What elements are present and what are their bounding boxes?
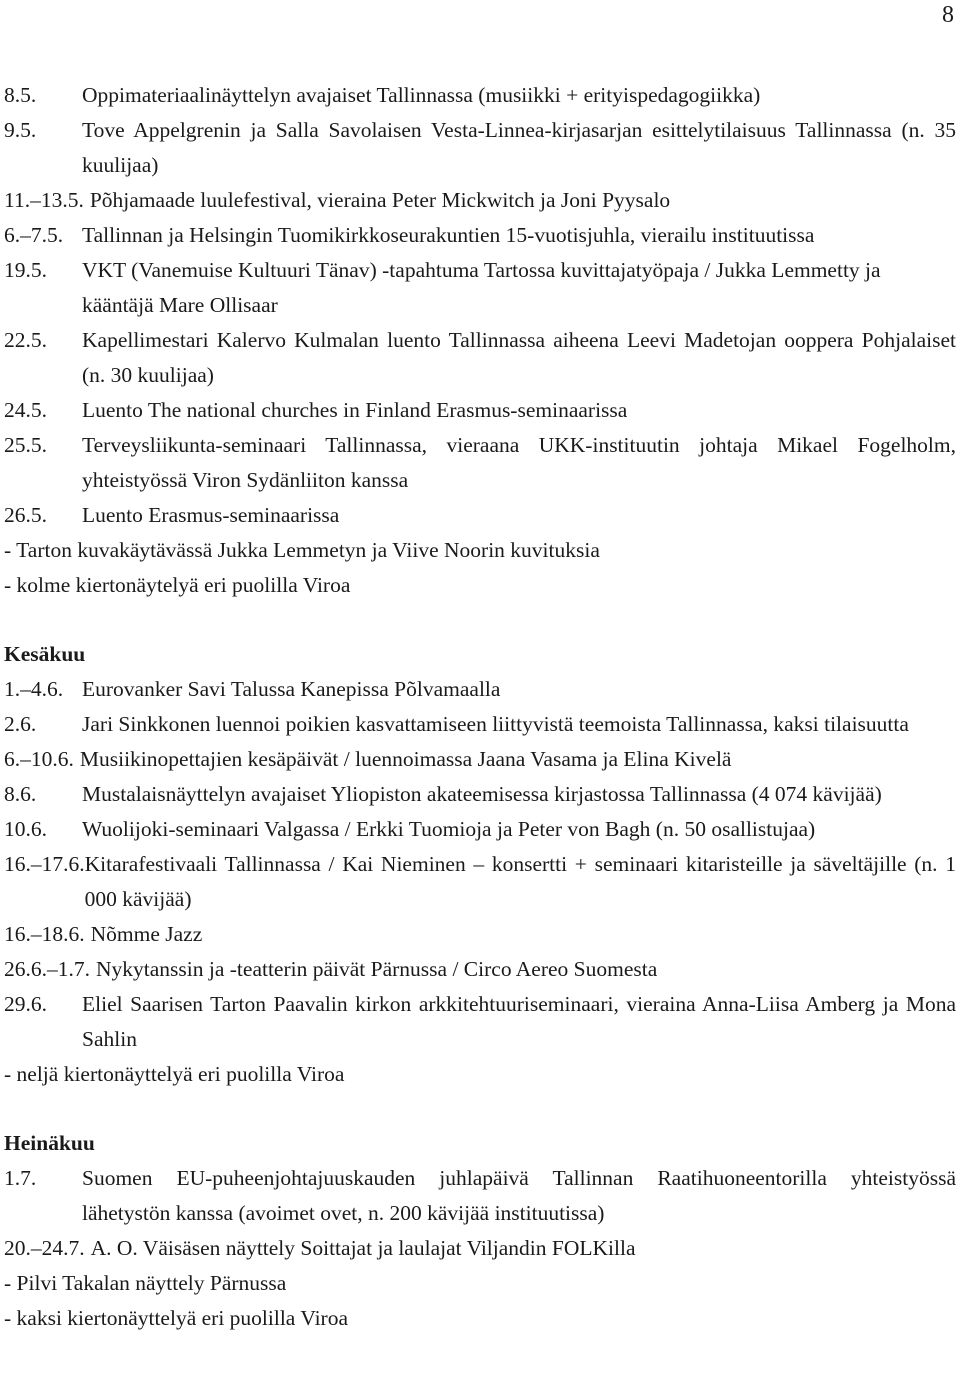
list-item bbox=[4, 917, 956, 952]
entry-text: A. O. Väisäsen näyttely Soittajat ja laulajat Viljandin FOLKilla bbox=[90, 1236, 636, 1260]
list-item bbox=[4, 742, 956, 777]
list-item bbox=[4, 707, 956, 742]
list-item bbox=[4, 847, 956, 917]
section-june bbox=[4, 637, 956, 1092]
entry-text: Luento Erasmus-seminaarissa bbox=[82, 503, 340, 527]
entry-date: 8.6. bbox=[4, 782, 37, 806]
list-item bbox=[4, 952, 956, 987]
list-item bbox=[4, 987, 956, 1057]
entry-date: 16.–18.6. bbox=[4, 922, 85, 946]
entry-text: Mustalaisnäyttelyn avajaiset Yliopiston akateemisessa kirjastossa Tallinnassa (4 074 kävijää) bbox=[82, 782, 882, 806]
entry-date: 9.5. bbox=[4, 118, 37, 142]
entry-text: Musiikinopettajien kesäpäivät / luennoimassa Jaana Vasama ja Elina Kivelä bbox=[79, 747, 732, 771]
extra-line: - Pilvi Takalan näyttely Pärnussa bbox=[4, 1271, 287, 1295]
entry-text: Eliel Saarisen Tarton Paavalin kirkon arkkitehtuuriseminaari, vieraina Anna-Liisa Amberg ja Mona Sahlin bbox=[82, 992, 956, 1051]
entry-date: 1.–4.6. bbox=[4, 677, 64, 701]
entry-text: Nõmme Jazz bbox=[90, 922, 203, 946]
section-heading: Kesäkuu bbox=[4, 642, 86, 666]
entry-text: Jari Sinkkonen luennoi poikien kasvattamiseen liittyvistä teemoista Tallinnassa, kaksi tilaisuutta bbox=[82, 712, 909, 736]
entry-text: Nykytanssin ja -teatterin päivät Pärnussa / Circo Aereo Suomesta bbox=[96, 957, 658, 981]
list-item bbox=[4, 428, 956, 498]
entry-date: 10.6. bbox=[4, 817, 47, 841]
entry-text: Suomen EU-puheenjohtajuuskauden juhlapäivä Tallinnan Raatihuoneentorilla yhteistyössä lähetystön kanssa (avoimet ovet, n. 200 kävijää instituutissa) bbox=[82, 1166, 956, 1225]
entry-text: Põhjamaade luulefestival, vieraina Peter Mickwitch ja Joni Pyysalo bbox=[89, 188, 671, 212]
list-item bbox=[4, 393, 956, 428]
entry-date: 2.6. bbox=[4, 712, 37, 736]
entry-date: 6.–7.5. bbox=[4, 223, 64, 247]
entry-date: 26.6.–1.7. bbox=[4, 957, 90, 981]
extra-line: - Tarton kuvakäytävässä Jukka Lemmetyn ja Viive Noorin kuvituksia bbox=[4, 538, 600, 562]
extra-line: - neljä kiertonäyttelyä eri puolilla Viroa bbox=[4, 1062, 345, 1086]
list-item bbox=[4, 183, 956, 218]
list-item bbox=[4, 672, 956, 707]
entry-date: 8.5. bbox=[4, 83, 37, 107]
entry-date: 26.5. bbox=[4, 503, 47, 527]
entry-text: Eurovanker Savi Talussa Kanepissa Põlvamaalla bbox=[82, 677, 501, 701]
entry-text: Kapellimestari Kalervo Kulmalan luento Tallinnassa aiheena Leevi Madetojan ooppera Pohjalaiset (n. 30 kuulijaa) bbox=[82, 328, 956, 387]
entry-text: Terveysliikunta-seminaari Tallinnassa, vieraana UKK-instituutin johtaja Mikael Fogelholm, yhteistyössä Viron Sydänliiton kanssa bbox=[82, 433, 956, 492]
entry-text: Luento The national churches in Finland Erasmus-seminaarissa bbox=[82, 398, 628, 422]
entry-text: Wuolijoki-seminaari Valgassa / Erkki Tuomioja ja Peter von Bagh (n. 50 osallistujaa) bbox=[82, 817, 816, 841]
list-item bbox=[4, 253, 956, 323]
section-may bbox=[4, 78, 956, 603]
list-item bbox=[4, 78, 956, 113]
list-item bbox=[4, 777, 956, 812]
extra-line: - kaksi kiertonäyttelyä eri puolilla Viroa bbox=[4, 1306, 348, 1330]
entry-text: VKT (Vanemuise Kultuuri Tänav) -tapahtuma Tartossa kuvittajatyöpaja / Jukka Lemmetty ja kääntäjä Mare Ollisaar bbox=[82, 258, 881, 317]
extra-line: - kolme kiertonäytelyä eri puolilla Viroa bbox=[4, 573, 351, 597]
list-item bbox=[4, 218, 956, 253]
list-item bbox=[4, 498, 956, 533]
entry-date: 11.–13.5. bbox=[4, 188, 84, 212]
list-item bbox=[4, 323, 956, 393]
list-item bbox=[4, 1231, 956, 1266]
entry-date: 22.5. bbox=[4, 328, 47, 352]
entry-text: Oppimateriaalinäyttelyn avajaiset Tallinnassa (musiikki + erityispedagogiikka) bbox=[82, 83, 761, 107]
entry-text: Tallinnan ja Helsingin Tuomikirkkoseurakuntien 15-vuotisjuhla, vierailu instituutissa bbox=[82, 223, 815, 247]
section-july bbox=[4, 1126, 956, 1336]
entry-text: Tove Appelgrenin ja Salla Savolaisen Vesta-Linnea-kirjasarjan esittelytilaisuus Tallinnassa (n. 35 kuulijaa) bbox=[82, 118, 956, 177]
list-item bbox=[4, 1161, 956, 1231]
entry-date: 20.–24.7. bbox=[4, 1236, 85, 1260]
section-heading: Heinäkuu bbox=[4, 1131, 95, 1155]
entry-date: 6.–10.6. bbox=[4, 747, 74, 771]
entry-date: 25.5. bbox=[4, 433, 47, 457]
entry-text: Kitarafestivaali Tallinnassa / Kai Nieminen – konsertti + seminaari kitaristeille ja säveltäjille (n. 1 000 kävijää) bbox=[84, 852, 956, 911]
entry-date: 29.6. bbox=[4, 992, 47, 1016]
entry-date: 16.–17.6. bbox=[4, 852, 85, 876]
page-number: 8 bbox=[942, 2, 954, 28]
list-item bbox=[4, 812, 956, 847]
event-list bbox=[4, 78, 956, 1336]
entry-date: 24.5. bbox=[4, 398, 47, 422]
entry-date: 19.5. bbox=[4, 258, 47, 282]
list-item bbox=[4, 113, 956, 183]
entry-date: 1.7. bbox=[4, 1166, 37, 1190]
